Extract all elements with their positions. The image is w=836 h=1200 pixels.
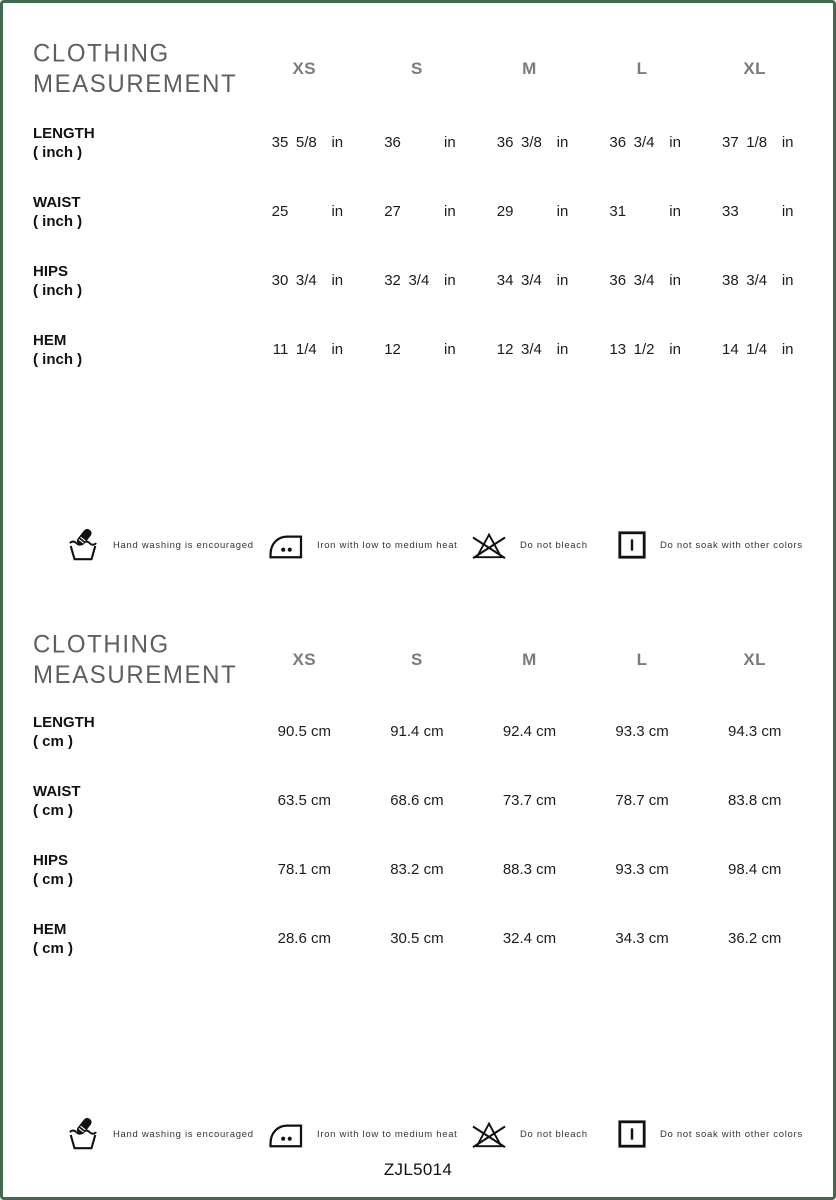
title-line-2: MEASUREMENT: [33, 660, 238, 689]
value-unit: in: [444, 272, 456, 289]
iron-low-medium-icon: [268, 530, 304, 560]
size-header-s: S: [410, 59, 423, 78]
size-header-xs: XS: [292, 649, 317, 669]
value-cell: [586, 341, 699, 358]
value-unit: in: [556, 341, 569, 358]
measurement-name: HEM: [33, 331, 67, 349]
value-number: 13: [609, 341, 627, 358]
value-number: 12: [496, 341, 514, 358]
value-cell: 83.2 cm: [390, 861, 444, 878]
table-row-length-inch: [33, 108, 811, 177]
size-header-s: S: [410, 649, 423, 669]
value-cell: 88.3 cm: [502, 861, 557, 878]
row-label: [33, 124, 248, 162]
row-label: [33, 713, 248, 751]
value-fraction: [288, 203, 324, 220]
row-label: [33, 331, 248, 369]
title-line-2: MEASUREMENT: [33, 70, 238, 99]
value-number: 14: [722, 341, 739, 358]
value-number: 31: [609, 203, 627, 220]
value-cell: 63.5 cm: [277, 792, 331, 809]
value-cell: [473, 203, 586, 220]
handwash-icon: [66, 527, 100, 563]
cm-table-title: [33, 629, 248, 689]
value-cell: [248, 203, 361, 220]
value-unit: in: [781, 203, 794, 220]
value-unit: in: [781, 134, 794, 151]
care-label: Do not soak with other colors: [660, 539, 803, 551]
value-cell: [361, 134, 474, 151]
value-fraction: 3/4: [521, 272, 542, 289]
value-cell: [361, 341, 474, 358]
value-number: 27: [384, 203, 401, 220]
value-cell: 73.7 cm: [502, 792, 557, 809]
value-number: 12: [384, 341, 401, 358]
value-cell: [361, 272, 474, 289]
care-instructions-row-2: [3, 1117, 833, 1151]
value-cell: [248, 134, 361, 151]
row-label: [33, 851, 248, 889]
value-fraction: 1/4: [295, 341, 317, 358]
do-not-soak-icon: [617, 1119, 647, 1149]
size-header-xs: XS: [292, 59, 317, 78]
measurement-name: HIPS: [33, 851, 69, 869]
size-header-xl: XL: [743, 59, 767, 78]
value-unit: in: [444, 134, 456, 151]
value-fraction: 1/8: [746, 134, 768, 151]
value-fraction: 3/4: [746, 272, 768, 289]
inch-table-rows: [3, 108, 833, 384]
care-item-do-not-soak: [617, 1119, 833, 1149]
value-cell: 32.4 cm: [502, 930, 557, 947]
product-code: ZJL5014: [383, 1160, 453, 1179]
do-not-bleach-icon: [471, 529, 507, 561]
value-unit: in: [669, 341, 681, 358]
size-header-l: L: [636, 59, 648, 78]
value-fraction: [401, 341, 437, 358]
value-cell: 93.3 cm: [615, 723, 669, 740]
table-row-hips-cm: [33, 835, 811, 904]
size-header-m: M: [522, 649, 537, 669]
value-unit: in: [444, 203, 456, 220]
care-label: Hand washing is encouraged: [113, 1128, 254, 1140]
care-item-handwash: [66, 527, 268, 563]
value-number: 37: [722, 134, 739, 151]
table-row-hem-inch: [33, 315, 811, 384]
care-label: Iron with low to medium heat: [317, 539, 458, 551]
value-unit: in: [781, 272, 794, 289]
value-cell: [361, 203, 474, 220]
value-cell: [473, 134, 586, 151]
iron-low-medium-icon: [268, 1119, 304, 1149]
value-fraction: 5/8: [295, 134, 317, 151]
value-fraction: 3/4: [521, 341, 542, 358]
value-cell: 90.5 cm: [277, 723, 331, 740]
value-unit: in: [669, 134, 681, 151]
table-row-waist-cm: [33, 766, 811, 835]
value-number: 25: [271, 203, 289, 220]
value-fraction: 3/4: [633, 134, 655, 151]
value-unit: in: [781, 341, 794, 358]
value-unit: in: [444, 341, 456, 358]
value-number: 30: [271, 272, 289, 289]
care-label: Do not bleach: [520, 539, 588, 551]
care-item-do-not-soak: [617, 530, 833, 560]
inch-table-header: [3, 30, 833, 108]
value-cell: [586, 272, 699, 289]
measurement-unit: ( inch ): [33, 143, 83, 161]
care-label: Hand washing is encouraged: [113, 539, 254, 551]
do-not-bleach-icon: [471, 1118, 507, 1150]
row-label: [33, 193, 248, 231]
inch-table-title: [33, 39, 248, 99]
value-cell: 78.7 cm: [615, 792, 669, 809]
measurement-name: WAIST: [33, 193, 81, 211]
row-label: [33, 782, 248, 820]
value-fraction: 1/4: [746, 341, 768, 358]
value-fraction: [626, 203, 662, 220]
value-cell: [248, 272, 361, 289]
value-fraction: 3/8: [521, 134, 542, 151]
value-unit: in: [556, 272, 569, 289]
value-fraction: [401, 134, 437, 151]
table-row-hem-cm: [33, 904, 811, 973]
value-number: 34: [496, 272, 514, 289]
care-item-iron: [268, 1119, 471, 1149]
size-header-m: M: [522, 59, 537, 78]
measurement-unit: ( cm ): [33, 801, 74, 819]
value-number: 36: [384, 134, 401, 151]
measurement-name: HEM: [33, 920, 67, 938]
value-cell: [698, 134, 811, 151]
row-label: [33, 262, 248, 300]
value-cell: [698, 203, 811, 220]
size-header-xl: XL: [743, 649, 767, 669]
value-unit: in: [556, 134, 569, 151]
value-fraction: [513, 203, 549, 220]
cm-table-rows: [3, 697, 833, 973]
size-header-l: L: [636, 649, 648, 669]
measurement-unit: ( cm ): [33, 939, 74, 957]
measurement-name: LENGTH: [33, 124, 95, 142]
value-cell: 36.2 cm: [728, 930, 782, 947]
value-number: 33: [722, 203, 739, 220]
care-item-iron: [268, 530, 471, 560]
value-unit: in: [331, 272, 344, 289]
value-unit: in: [331, 341, 344, 358]
title-line-1: CLOTHING: [33, 630, 170, 659]
table-row-hips-inch: [33, 246, 811, 315]
table-row-length-cm: [33, 697, 811, 766]
value-cell: 34.3 cm: [615, 930, 669, 947]
value-cell: 91.4 cm: [390, 723, 444, 740]
value-number: 29: [496, 203, 514, 220]
value-number: 36: [609, 272, 627, 289]
title-line-1: CLOTHING: [33, 39, 170, 68]
value-unit: in: [669, 203, 681, 220]
value-number: 32: [384, 272, 401, 289]
value-cell: [698, 341, 811, 358]
value-fraction: 1/2: [633, 341, 655, 358]
value-unit: in: [669, 272, 681, 289]
care-item-do-not-bleach: [471, 1118, 617, 1150]
value-number: 35: [271, 134, 289, 151]
value-cell: 78.1 cm: [277, 861, 331, 878]
value-cell: [473, 272, 586, 289]
value-cell: 93.3 cm: [615, 861, 669, 878]
value-fraction: 3/4: [295, 272, 317, 289]
value-number: 11: [272, 341, 289, 358]
value-cell: 94.3 cm: [728, 723, 782, 740]
care-item-handwash: [66, 1116, 268, 1152]
value-cell: [698, 272, 811, 289]
cm-table-header: [3, 622, 833, 697]
measurement-unit: ( inch ): [33, 350, 83, 368]
measurement-unit: ( cm ): [33, 870, 74, 888]
measurement-name: WAIST: [33, 782, 81, 800]
row-label: [33, 920, 248, 958]
care-item-do-not-bleach: [471, 529, 617, 561]
value-cell: [248, 341, 361, 358]
value-number: 36: [609, 134, 627, 151]
handwash-icon: [66, 1116, 100, 1152]
value-cell: [586, 203, 699, 220]
value-cell: [586, 134, 699, 151]
value-fraction: 3/4: [408, 272, 430, 289]
value-number: 38: [722, 272, 739, 289]
measurement-name: LENGTH: [33, 713, 95, 731]
value-cell: 68.6 cm: [390, 792, 444, 809]
care-label: Do not soak with other colors: [660, 1128, 803, 1140]
value-cell: 83.8 cm: [728, 792, 782, 809]
value-unit: in: [331, 134, 344, 151]
value-cell: 92.4 cm: [502, 723, 557, 740]
do-not-soak-icon: [617, 530, 647, 560]
value-fraction: [739, 203, 775, 220]
value-number: 36: [496, 134, 514, 151]
value-unit: in: [331, 203, 344, 220]
measurement-unit: ( inch ): [33, 281, 83, 299]
measurement-unit: ( cm ): [33, 732, 74, 750]
care-label: Iron with low to medium heat: [317, 1128, 458, 1140]
value-fraction: [401, 203, 437, 220]
care-instructions-row-1: [3, 528, 833, 562]
measurement-name: HIPS: [33, 262, 69, 280]
measurement-unit: ( inch ): [33, 212, 83, 230]
value-cell: [473, 341, 586, 358]
care-label: Do not bleach: [520, 1128, 588, 1140]
value-fraction: 3/4: [633, 272, 655, 289]
value-cell: 28.6 cm: [277, 930, 331, 947]
table-row-waist-inch: [33, 177, 811, 246]
value-cell: 98.4 cm: [728, 861, 782, 878]
value-unit: in: [556, 203, 569, 220]
value-cell: 30.5 cm: [390, 930, 444, 947]
